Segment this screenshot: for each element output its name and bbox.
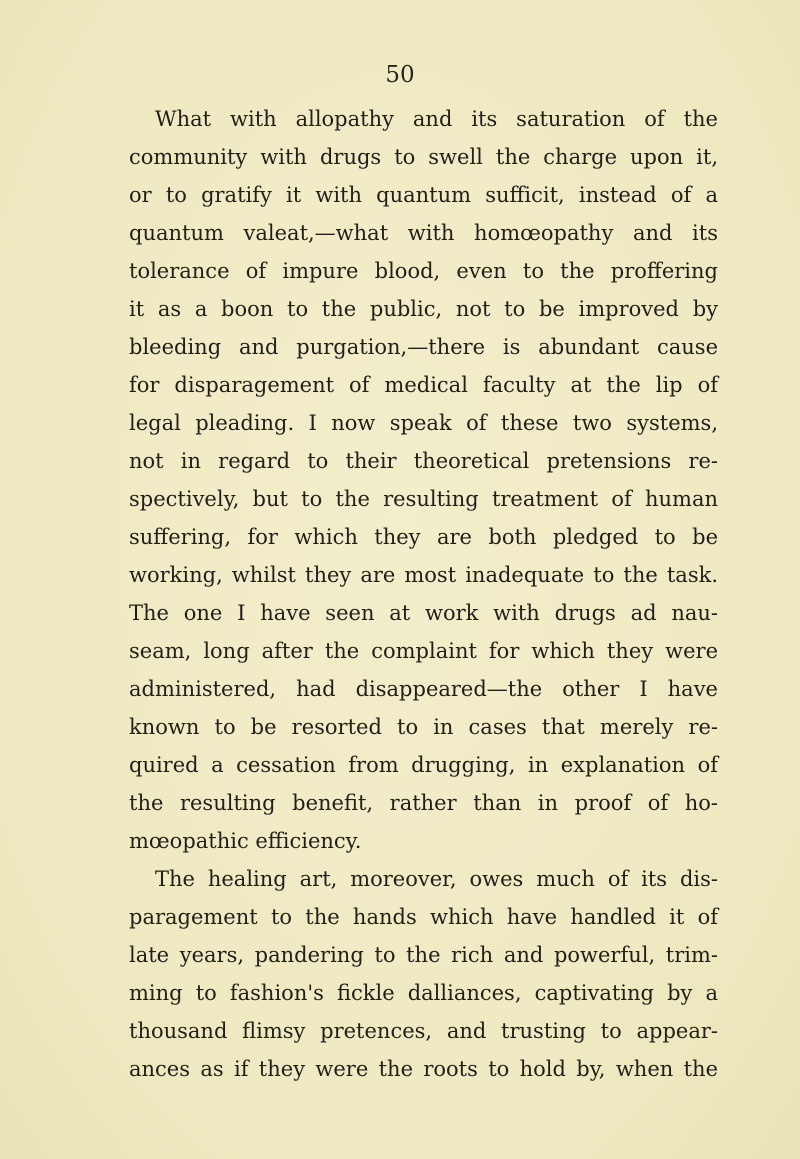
text-line: the resulting benefit, rather than in proof of ho- [129, 791, 718, 815]
text-line: quantum valeat,—what with homœopathy and its [129, 221, 718, 245]
text-line: administered, had disappeared—the other I have [129, 677, 718, 701]
text-line: or to gratify it with quantum sufficit, instead of a [129, 183, 718, 207]
text-line: thousand flimsy pretences, and trusting to appear- [129, 1019, 718, 1043]
text-line: seam, long after the complaint for which they were [129, 639, 718, 663]
text-line: working, whilst they are most inadequate to the task. [129, 563, 718, 587]
text-line: it as a boon to the public, not to be improved by [129, 297, 718, 321]
text-line: late years, pandering to the rich and powerful, trim- [129, 943, 718, 967]
text-line: not in regard to their theoretical pretensions re- [129, 449, 718, 473]
text-line: spectively, but to the resulting treatment of human [129, 487, 718, 511]
text-line: What with allopathy and its saturation of the [155, 107, 718, 131]
text-line: legal pleading. I now speak of these two systems, [129, 411, 718, 435]
text-line: known to be resorted to in cases that merely re- [129, 715, 718, 739]
page-number: 50 [385, 62, 415, 88]
text-line: ances as if they were the roots to hold by, when the [129, 1057, 718, 1081]
text-line: quired a cessation from drugging, in explanation of [129, 753, 718, 777]
text-line: paragement to the hands which have handled it of [129, 905, 718, 929]
text-line: The one I have seen at work with drugs ad nau- [129, 601, 718, 625]
text-line: mœopathic efficiency. [129, 829, 362, 853]
text-line: ming to fashion's fickle dalliances, captivating by a [129, 981, 718, 1005]
text-line: community with drugs to swell the charge upon it, [129, 145, 718, 169]
text-line: for disparagement of medical faculty at the lip of [129, 373, 718, 397]
text-line: The healing art, moreover, owes much of its dis- [155, 867, 718, 891]
text-line: bleeding and purgation,—there is abundant cause [129, 335, 718, 359]
text-line: suffering, for which they are both pledged to be [129, 525, 718, 549]
body-text [129, 100, 718, 1088]
text-line: tolerance of impure blood, even to the proffering [129, 259, 718, 283]
